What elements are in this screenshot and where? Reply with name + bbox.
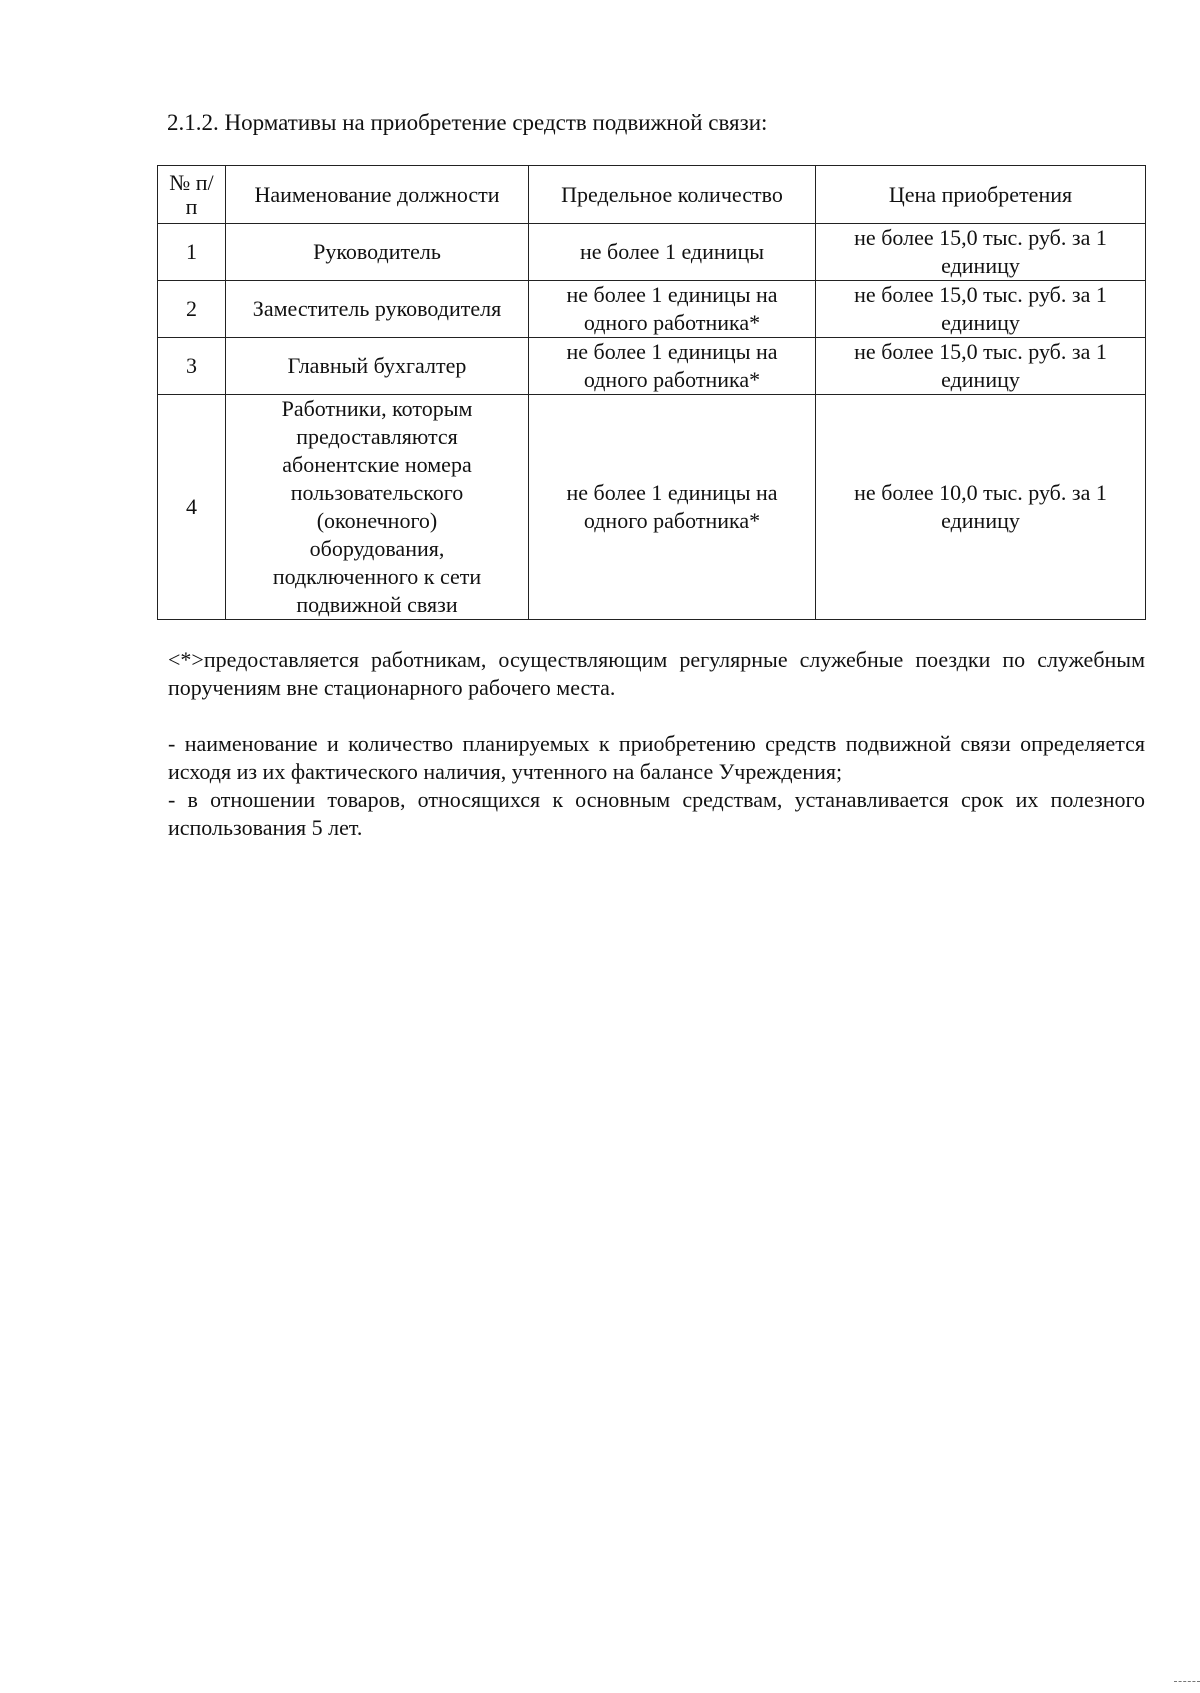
cell-position: Работники, которым предоставляются абонентские номера пользовательского (оконечного) оборудования, подключенного к сети подвижной связи bbox=[226, 395, 529, 620]
mobile-norms-table bbox=[157, 165, 1146, 620]
table-row bbox=[158, 281, 1146, 338]
cell-price: не более 15,0 тыс. руб. за 1 единицу bbox=[816, 224, 1146, 281]
cell-quantity: не более 1 единицы на одного работника* bbox=[529, 281, 816, 338]
cell-number: 3 bbox=[158, 338, 226, 395]
cell-position: Руководитель bbox=[226, 224, 529, 281]
cell-number: 1 bbox=[158, 224, 226, 281]
header-price: Цена приобретения bbox=[816, 166, 1146, 224]
note-item: - наименование и количество планируемых к приобретению средств подвижной связи определяется исходя из их фактического наличия, учтенного на балансе Учреждения; bbox=[168, 731, 1145, 784]
header-quantity: Предельное количество bbox=[529, 166, 816, 224]
cell-position: Заместитель руководителя bbox=[226, 281, 529, 338]
header-number: № п/п bbox=[158, 166, 226, 224]
table-row bbox=[158, 395, 1146, 620]
cell-price: не более 15,0 тыс. руб. за 1 единицу bbox=[816, 338, 1146, 395]
table-header-row bbox=[158, 166, 1146, 224]
cell-price: не более 15,0 тыс. руб. за 1 единицу bbox=[816, 281, 1146, 338]
cell-quantity: не более 1 единицы на одного работника* bbox=[529, 338, 816, 395]
table-row bbox=[158, 224, 1146, 281]
cell-number: 2 bbox=[158, 281, 226, 338]
cell-quantity: не более 1 единицы на одного работника* bbox=[529, 395, 816, 620]
cell-position: Главный бухгалтер bbox=[226, 338, 529, 395]
cell-number: 4 bbox=[158, 395, 226, 620]
section-heading: 2.1.2. Нормативы на приобретение средств подвижной связи: bbox=[167, 110, 768, 135]
note-item: - в отношении товаров, относящихся к основным средствам, устанавливается срок их полезного использования 5 лет. bbox=[168, 787, 1145, 840]
page-edge-mark bbox=[1174, 1681, 1200, 1685]
footnote: <*>предоставляется работникам, осуществляющим регулярные служебные поездки по служебным поручениям вне стационарного рабочего места. bbox=[168, 647, 1145, 700]
cell-quantity: не более 1 единицы bbox=[529, 224, 816, 281]
table-row bbox=[158, 338, 1146, 395]
header-position: Наименование должности bbox=[226, 166, 529, 224]
cell-price: не более 10,0 тыс. руб. за 1 единицу bbox=[816, 395, 1146, 620]
